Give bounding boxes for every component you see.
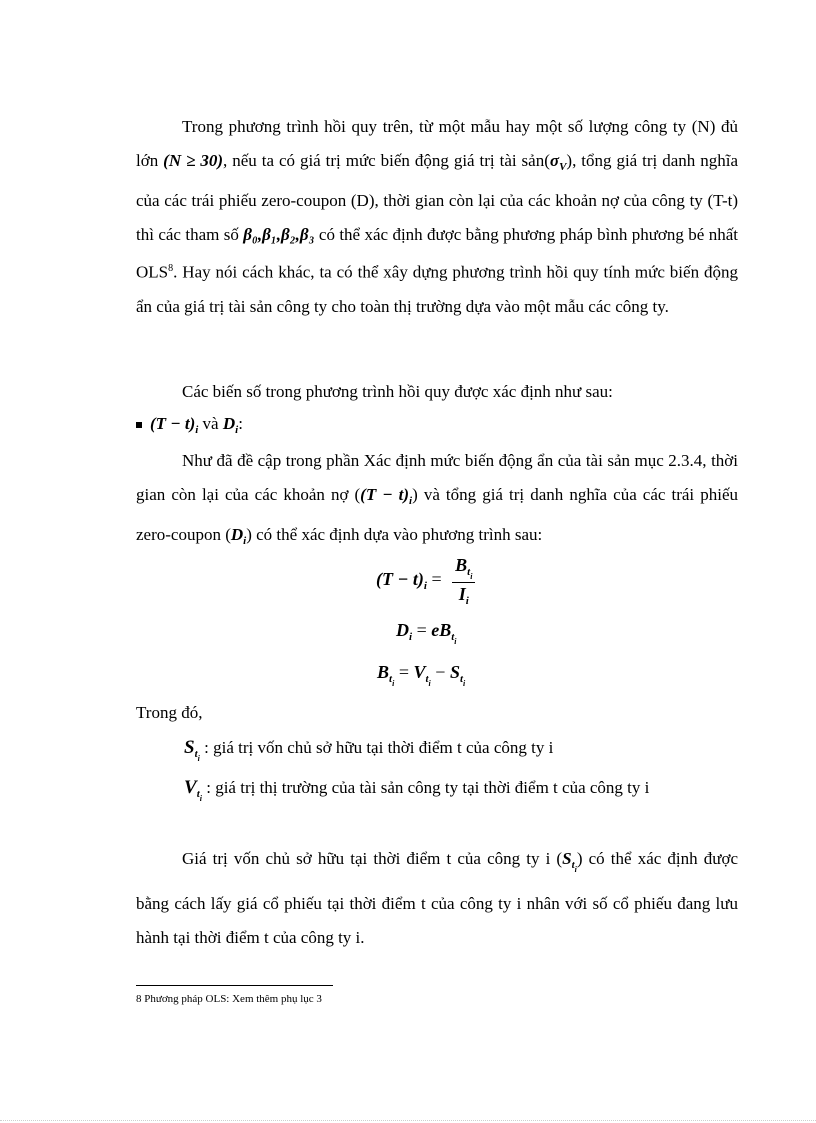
footnote	[136, 993, 322, 1005]
def2-subsub: i	[199, 794, 202, 803]
p3-text-3: ) có thể xác định dựa vào phương trình sau:	[246, 525, 543, 544]
definition-market-value	[184, 776, 649, 811]
eq3-s-subsub: i	[463, 679, 466, 688]
eq3-equals: =	[394, 662, 414, 682]
d-symbol: D	[222, 414, 236, 433]
p1-text-1: Trong phương trình hồi quy trên, từ một mẫu hay một số lượng công ty (N) đủ lớn	[136, 117, 738, 170]
math-d-i-inline	[230, 525, 247, 547]
eq1-lhs: (T − t)	[376, 569, 424, 590]
t-minus-t-symbol: (T − t)	[150, 414, 196, 433]
eq1-fraction	[452, 555, 475, 607]
eq3-s: S	[449, 662, 460, 682]
eq3-lhs-sub-t: t	[389, 673, 393, 685]
definition-equity	[184, 736, 553, 771]
p1-text-2: , nếu ta có giá trị mức biến động giá trị tài sản(	[223, 151, 550, 170]
math-t-minus-t-inline	[360, 485, 413, 507]
equation-maturity	[376, 555, 475, 607]
paragraph-maturity-definition	[136, 444, 738, 558]
eq3-v-subsub: i	[428, 679, 431, 688]
d-subscript: i	[235, 424, 239, 436]
footnote-reference[interactable]: 8	[168, 263, 174, 274]
s-subsub: i	[574, 865, 577, 874]
t-minus-t-inline-symbol: (T − t)	[360, 485, 410, 504]
eq2-equals: =	[412, 620, 432, 640]
d-inline-symbol: D	[230, 525, 244, 544]
sigma-symbol: σ	[549, 151, 560, 170]
eq2-rhs-sub	[451, 631, 457, 646]
def1-symbol: S	[184, 737, 195, 758]
p1-text-4: có thể xác định được bằng phương pháp bình phương bé nhất OLS	[136, 225, 738, 282]
where-text: Trong đó,	[136, 703, 203, 722]
eq2-lhs-subscript: i	[409, 631, 413, 643]
t-minus-t-subscript: i	[195, 424, 199, 436]
paragraph-regression-sample	[136, 110, 738, 324]
p2-text: Các biến số trong phương trình hồi quy được xác định như sau:	[182, 382, 613, 401]
eq1-equals: =	[426, 569, 447, 590]
def1-sub-t: t	[194, 748, 198, 760]
d-inline-subscript: i	[243, 535, 247, 547]
paragraph-equity-value	[136, 842, 738, 955]
p4-text-2: ) có thể xác định được bằng cách lấy giá cổ phiếu tại thời điểm t của công ty i nhân với số cổ phiếu đang lưu hành tại thời điểm t của công ty i.	[136, 849, 738, 947]
eq1-num-subsub: i	[470, 572, 473, 581]
eq1-lhs-subscript: i	[423, 580, 427, 593]
eq1-num-sub	[467, 566, 473, 581]
def2-symbol: V	[184, 777, 197, 798]
def1-text: : giá trị vốn chủ sở hữu tại thời điểm t của công ty i	[199, 738, 554, 757]
eq2-lhs: D	[396, 620, 409, 640]
page-bottom-border	[0, 1120, 816, 1122]
sigma-subscript: V	[559, 161, 567, 173]
paragraph-variables-intro	[182, 380, 613, 404]
math-d-i	[222, 414, 239, 436]
eq3-s-sub	[459, 673, 466, 688]
eq1-num-symbol: B	[455, 555, 468, 575]
p3-text-1: Như đã đề cập trong phần Xác định mức biến động ẩn của tài sản mục 2.3.4, thời gian còn lại của các khoản nợ (	[136, 451, 738, 504]
eq1-num-sub-t: t	[467, 566, 471, 578]
footnote-number: 8	[136, 993, 142, 1005]
s-sub-t: t	[571, 859, 575, 871]
def1-subsub: i	[197, 754, 200, 763]
p3-text-2: ) và tổng giá trị danh nghĩa của các trái phiếu zero-coupon (	[136, 485, 738, 544]
math-sigma-v	[549, 151, 567, 173]
eq1-den-subscript: i	[465, 595, 469, 607]
eq3-lhs-subsub: i	[392, 679, 395, 688]
eq2-rhs: eB	[431, 620, 452, 640]
equation-debt-book-value	[377, 662, 465, 688]
eq1-den-symbol: I	[458, 584, 466, 604]
p4-text-1: Giá trị vốn chủ sở hữu tại thời điểm t của công ty i (	[182, 849, 563, 868]
footnote-text: Phương pháp OLS: Xem thêm phụ lục 3	[141, 993, 322, 1005]
t-minus-t-inline-subscript: i	[409, 495, 413, 507]
math-t-minus-t	[150, 414, 199, 436]
eq3-v-sub-t: t	[425, 673, 429, 685]
eq3-lhs: B	[377, 662, 390, 682]
math-s-t-i	[562, 849, 577, 874]
p1-text-3: ), tổng giá trị danh nghĩa của các trái phiếu zero-coupon (D), thời gian còn lại của các khoản nợ của công ty (T-t) thì các tham số	[136, 151, 738, 244]
where-label	[136, 701, 202, 725]
eq1-numerator	[452, 555, 475, 583]
eq1-denominator	[452, 583, 475, 607]
def2-sub-t: t	[196, 788, 200, 800]
bullet-icon	[136, 422, 142, 428]
bullet-colon: :	[238, 414, 243, 433]
eq2-rhs-sub-t: t	[451, 631, 455, 643]
eq3-s-sub-t: t	[459, 673, 464, 685]
eq3-minus: −	[430, 662, 450, 682]
s-symbol: S	[562, 849, 572, 868]
bullet-conjunction: và	[198, 414, 223, 433]
eq2-rhs-subsub: i	[454, 637, 457, 646]
equation-debt-face-value	[396, 620, 457, 646]
math-n-condition: (N ≥ 30)	[163, 151, 224, 170]
p1-text-5: . Hay nói cách khác, ta có thể xây dựng phương trình hồi quy tính mức biến động ẩn của giá trị tài sản công ty cho toàn thị trường dựa vào một mẫu các công ty.	[136, 262, 738, 316]
math-beta-params: β₀,β₁,β₂,β₃	[243, 225, 315, 244]
footnote-separator	[136, 985, 333, 986]
def2-text: : giá trị thị trường của tài sản công ty tại thời điểm t của công ty i	[201, 778, 650, 797]
bullet-item-variables	[136, 412, 243, 442]
eq3-v: V	[413, 662, 426, 682]
